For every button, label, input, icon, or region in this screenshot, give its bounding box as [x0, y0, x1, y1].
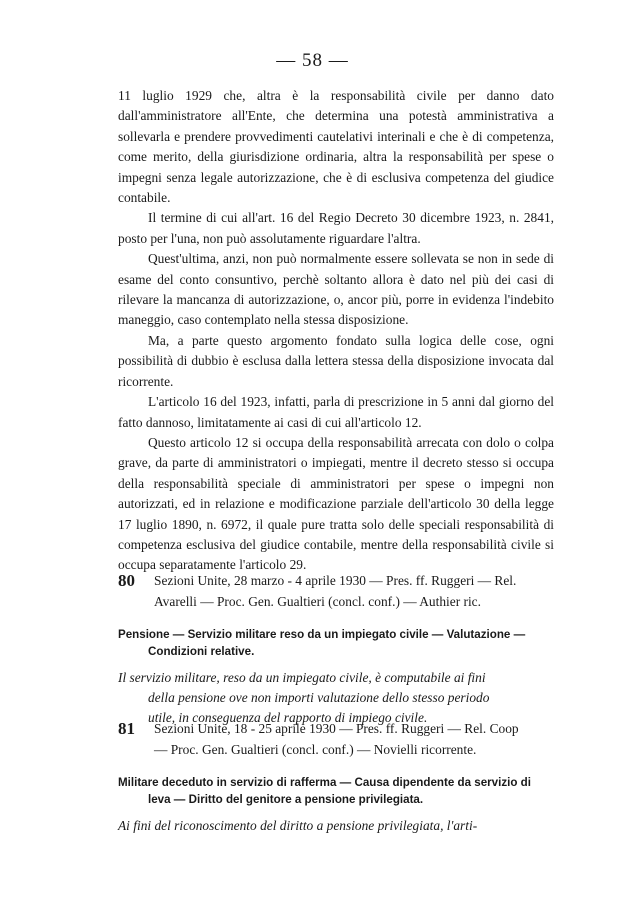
entry-caption	[154, 718, 519, 760]
paragraph: Ma, a parte questo argomento fondato sulla logica delle cose, ogni possibilità di dubbio è esclusa dalla lettera stessa della disposizione invocata dal ricorrente.	[118, 332, 554, 389]
page-number: — 58 —	[276, 50, 349, 71]
paragraph: Quest'ultima, anzi, non può normalmente essere sollevata se non in sede di esame del conto consuntivo, perchè soltanto allora è dato nel più dei casi di rilevare la mancanza di autorizzazione, o, ancor più, porre in evidenza l'indebito maneggio, caso contemplato nella stessa disposizione.	[118, 251, 554, 328]
maxim-line: della pensione ove non importi valutazione dello stesso periodo	[148, 690, 490, 705]
decision-entry-80	[118, 570, 560, 728]
subject-line: Pensione — Servizio militare reso da un impiegato civile — Valutazione —	[118, 628, 526, 641]
caption-line: Sezioni Unite, 18 - 25 aprile 1930 — Pres. ff. Ruggeri — Rel. Coop	[154, 721, 519, 736]
subject-line: leva — Diritto del genitore a pensione privilegiata.	[148, 793, 424, 806]
entry-header	[118, 718, 560, 760]
maxim-line: Il servizio militare, reso da un impiegato civile, è computabile ai fini	[118, 670, 486, 685]
caption-line: Avarelli — Proc. Gen. Gualtieri (concl. conf.) — Authier ric.	[154, 594, 481, 609]
entry-subject	[118, 626, 560, 660]
paragraph: Questo articolo 12 si occupa della responsabilità arrecata con dolo o colpa grave, da parte di amministratori o impiegati, mentre il decreto stesso si occupa della responsabilità speciale di amministratori per spese o impegni non autorizzati, ed in relazione e modificazione parziale dell'articolo 30 della legge 17 luglio 1890, n. 6972, il quale pure tratta solo delle speciali responsabilità di competenza esclusiva del giudice contabile, mentre della responsabilità civile si occupa separatamente l'articolo 29.	[118, 434, 554, 573]
subject-line: Condizioni relative.	[148, 645, 255, 658]
maxim-line: utile, in conseguenza del rapporto di impiego civile.	[148, 710, 428, 725]
subject-line: Militare deceduto in servizio di rafferma — Causa dipendente da servizio di	[118, 776, 531, 789]
caption-line: Sezioni Unite, 28 marzo - 4 aprile 1930 — Pres. ff. Ruggeri — Rel.	[154, 573, 517, 588]
paragraph: 11 luglio 1929 che, altra è la responsabilità civile per danno dato dall'amministratore all'Ente, che determina una potestà amministrativa a sollevarla e prendere provvedimenti cautelativi interinali e che è di competenza, come merito, della giurisdizione ordinaria, altra la responsabilità per spese o impegni senza legale autorizzazione, che è di esclusiva competenza del giudice contabile.	[118, 88, 554, 206]
entry-header	[118, 570, 560, 612]
maxim-line: Ai fini del riconoscimento del diritto a pensione privilegiata, l'arti-	[118, 818, 478, 833]
body-text	[118, 86, 554, 576]
entry-caption	[154, 570, 516, 612]
caption-line: — Proc. Gen. Gualtieri (concl. conf.) — Novielli ricorrente.	[154, 742, 477, 757]
entry-subject	[118, 774, 560, 808]
entry-number: 80	[118, 571, 135, 590]
entry-number: 81	[118, 719, 135, 738]
entry-maxim	[118, 816, 560, 836]
decision-entry-81	[118, 718, 560, 836]
paragraph: Il termine di cui all'art. 16 del Regio Decreto 30 dicembre 1923, n. 2841, posto per l'una, non può assolutamente riguardare l'altra.	[118, 210, 554, 246]
paragraph: L'articolo 16 del 1923, infatti, parla di prescrizione in 5 anni dal giorno del fatto dannoso, limitatamente ai casi di cui all'articolo 12.	[118, 394, 554, 430]
